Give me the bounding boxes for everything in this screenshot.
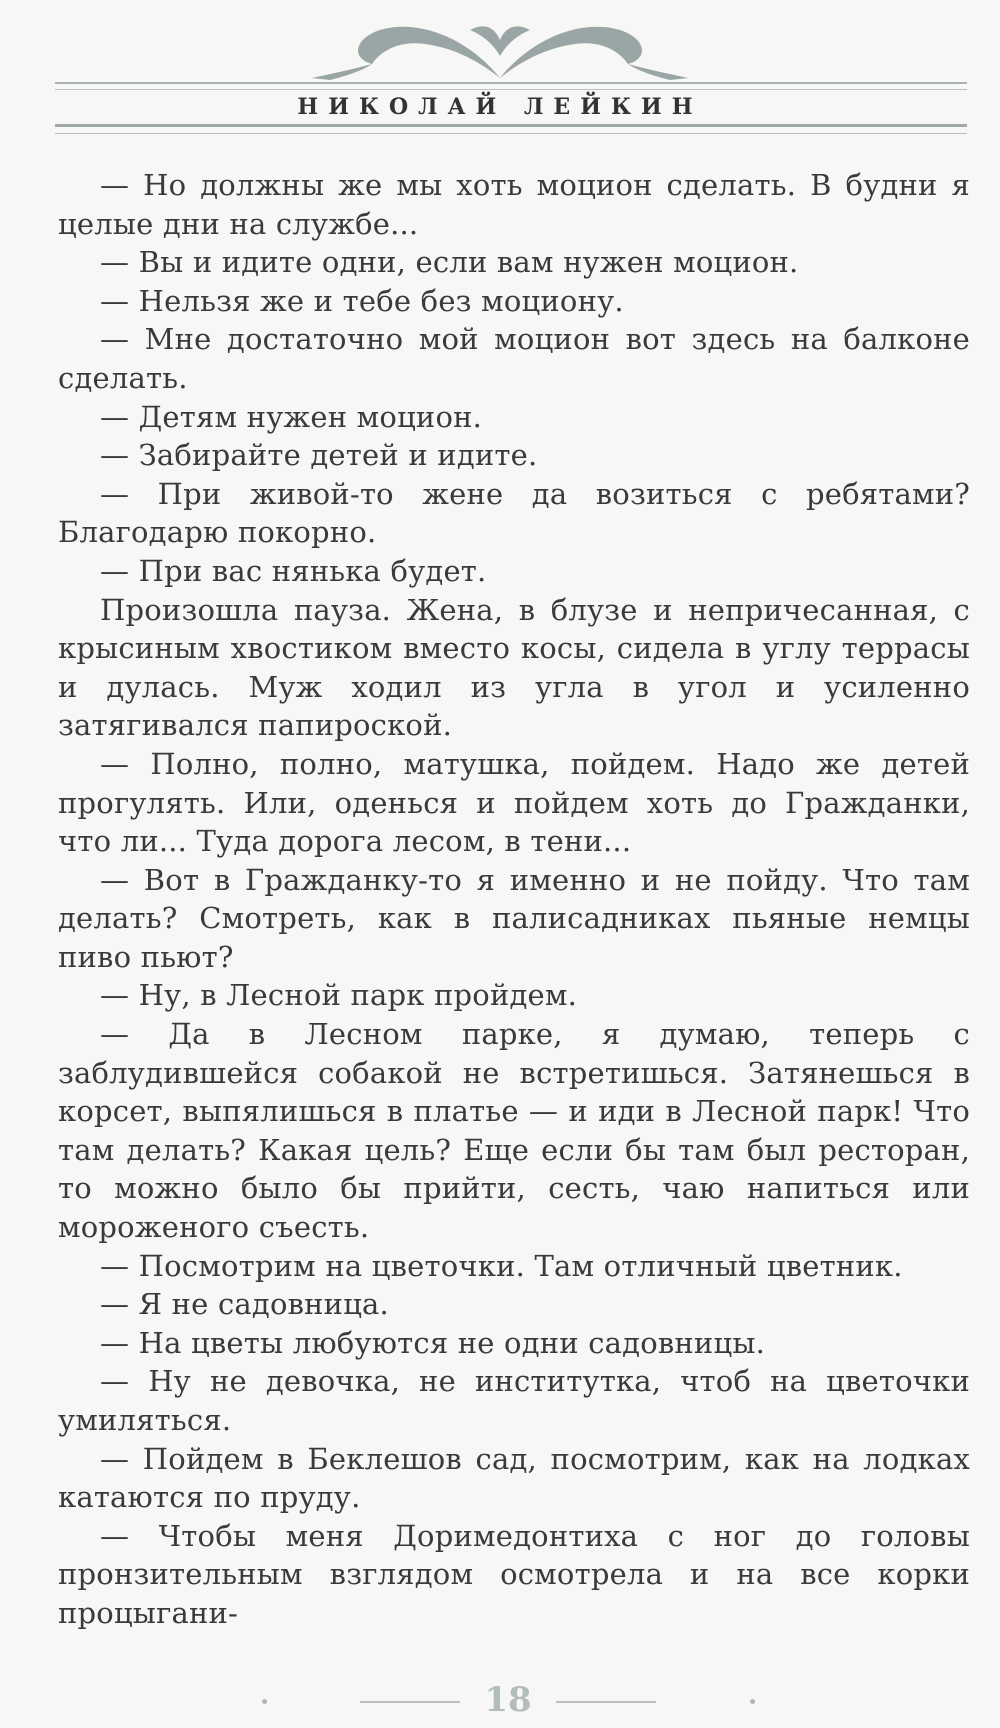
paragraph: — При вас нянька будет. (100, 553, 487, 588)
body-text (58, 166, 970, 1633)
header-rule-bottom (55, 124, 967, 134)
paragraph: — Детям нужен моцион. (100, 399, 483, 434)
paragraph: — Забирайте детей и идите. (100, 438, 538, 473)
paragraph: — Пойдем в Беклешов сад, посмотрим, как на лодках катаются по пруду. (58, 1441, 970, 1515)
footer-rule-left (360, 1701, 460, 1703)
paragraph: — Мне достаточно мой моцион вот здесь на балконе сделать. (58, 322, 970, 395)
paragraph: — Да в Лесном парке, я думаю, теперь с заблудившейся собакой не встретишься. Затянешься в корсет, выпялишься в платье — и иди в Лесной парк! Что там делать? Какая цель? Еще если бы там был ресторан, то можно было бы прийти, сесть, чаю напиться или мороженого съесть. (58, 1017, 970, 1245)
paragraph: — Нельзя же и тебе без моциону. (100, 283, 624, 318)
footer-dot (262, 1699, 267, 1704)
footer-dot (750, 1699, 755, 1704)
paragraph: — Я не садовница. (100, 1287, 389, 1322)
paragraph: Произошла пауза. Жена, в блузе и непричесанная, с крысиным хвостиком вместо косы, сидела в углу террасы и дулась. Муж ходил из угла в угол и усиленно затягивался папироской. (58, 592, 970, 743)
paragraph: — Ну, в Лесной парк пройдем. (100, 978, 578, 1013)
paragraph: — Полно, полно, матушка, пойдем. Надо же детей прогулять. Или, оденься и пойдем хоть до Гражданки, что ли... Туда дорога лесом, в тени... (58, 746, 970, 859)
footer-rule-right (556, 1701, 656, 1703)
paragraph: — Посмотрим на цветочки. Там отличный цветник. (100, 1248, 903, 1283)
header-ornament (0, 0, 1000, 90)
running-head-author: НИКОЛАЙ ЛЕЙКИН (297, 94, 703, 120)
page-footer (0, 1680, 1000, 1720)
paragraph: — Вы и идите одни, если вам нужен моцион. (100, 245, 799, 280)
paragraph: — Чтобы меня Доримедонтиха с ног до головы пронзительным взглядом осмотрела и на все корки процыгани- (58, 1518, 970, 1630)
paragraph: — При живой-то жене да возиться с ребятами? Благодарю покорно. (58, 476, 970, 550)
page-number: 18 (484, 1680, 532, 1720)
header-rule-top (55, 82, 967, 90)
paragraph: — Но должны же мы хоть моцион сделать. В будни я целые дни на службе... (58, 168, 970, 241)
paragraph: — Вот в Гражданку-то я именно и не пойду. Что там делать? Смотреть, как в палисадниках пьяные немцы пиво пьют? (58, 862, 970, 974)
paragraph: — Ну не девочка, не институтка, чтоб на цветочки умиляться. (58, 1364, 970, 1437)
paragraph: — На цветы любуются не одни садовницы. (100, 1325, 766, 1360)
